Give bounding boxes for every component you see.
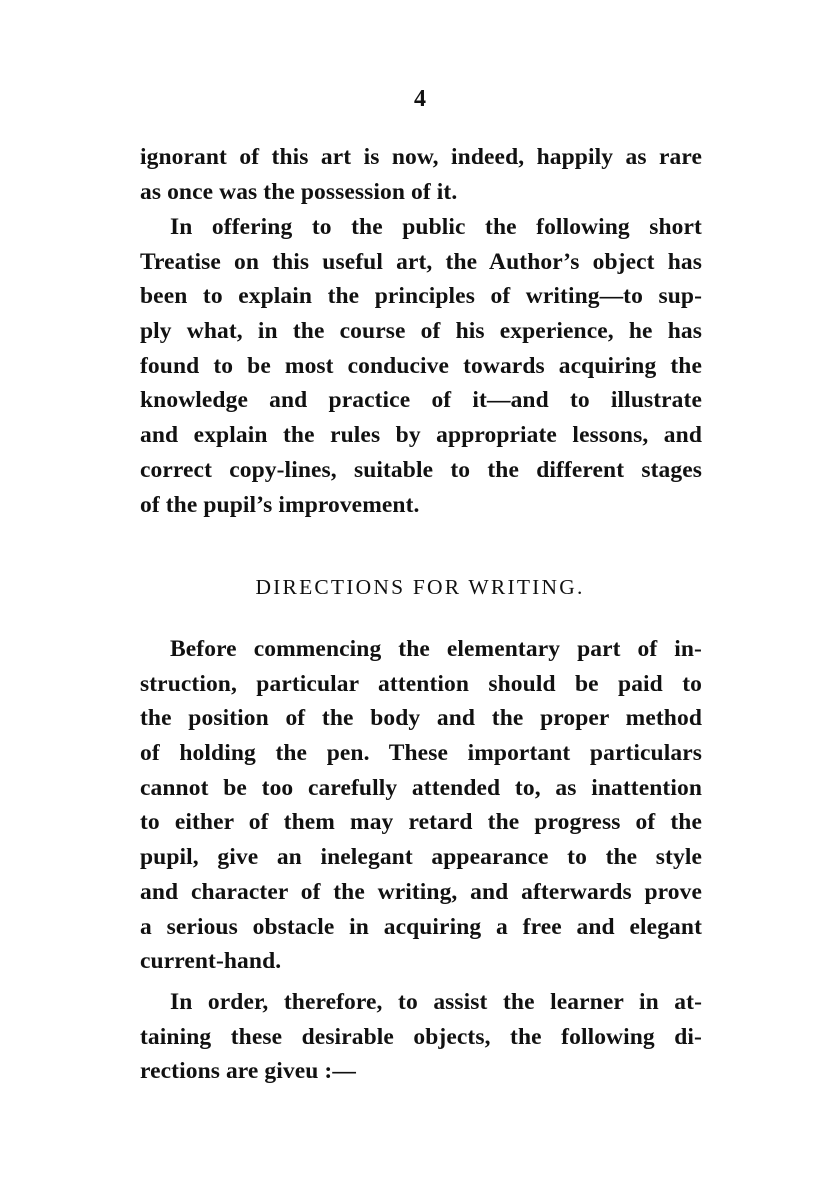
paragraph-directions-intro xyxy=(140,985,702,1089)
section-heading: DIRECTIONS FOR WRITING. xyxy=(255,575,585,599)
text-line: In order, therefore, to assist the learner in at- xyxy=(170,989,702,1015)
text-line: of holding the pen. These important particulars xyxy=(140,740,702,767)
text-line: found to be most conducive towards acquiring the xyxy=(140,352,702,379)
text-line: pupil, give an inelegant appearance to the style xyxy=(140,844,702,871)
text-line: knowledge and practice of it—and to illustrate xyxy=(140,387,702,414)
text-line: rections are giveu :— xyxy=(140,1058,356,1085)
text-line: taining these desirable objects, the following di- xyxy=(140,1023,702,1050)
text-line: to either of them may retard the progress of the xyxy=(140,809,702,836)
text-line: as once was the possession of it. xyxy=(140,178,458,205)
text-line: a serious obstacle in acquiring a free and elegant xyxy=(140,913,702,940)
text-line: cannot be too carefully attended to, as inattention xyxy=(140,774,702,801)
text-line: Treatise on this useful art, the Author’s object has xyxy=(140,248,702,275)
text-line: the position of the body and the proper method xyxy=(140,705,702,732)
text-line: and explain the rules by appropriate lessons, and xyxy=(140,422,702,449)
text-line: been to explain the principles of writing—to sup- xyxy=(140,283,702,310)
paragraph-continuation xyxy=(140,140,702,209)
text-line: Before commencing the elementary part of in- xyxy=(170,636,702,662)
text-line: struction, particular attention should be paid to xyxy=(140,670,702,697)
text-line: correct copy-lines, suitable to the different stages xyxy=(140,456,702,483)
text-line: and character of the writing, and afterwards prove xyxy=(140,878,702,905)
text-line: In offering to the public the following short xyxy=(170,214,702,240)
text-line: of the pupil’s improvement. xyxy=(140,491,420,518)
page-number: 4 xyxy=(414,86,426,112)
paragraph-treatise-intro xyxy=(140,210,702,522)
paragraph-position-and-pen xyxy=(140,632,702,979)
text-line: current-hand. xyxy=(140,948,282,975)
text-line: ignorant of this art is now, indeed, happily as rare xyxy=(140,144,702,170)
text-line: ply what, in the course of his experience, he has xyxy=(140,318,702,345)
